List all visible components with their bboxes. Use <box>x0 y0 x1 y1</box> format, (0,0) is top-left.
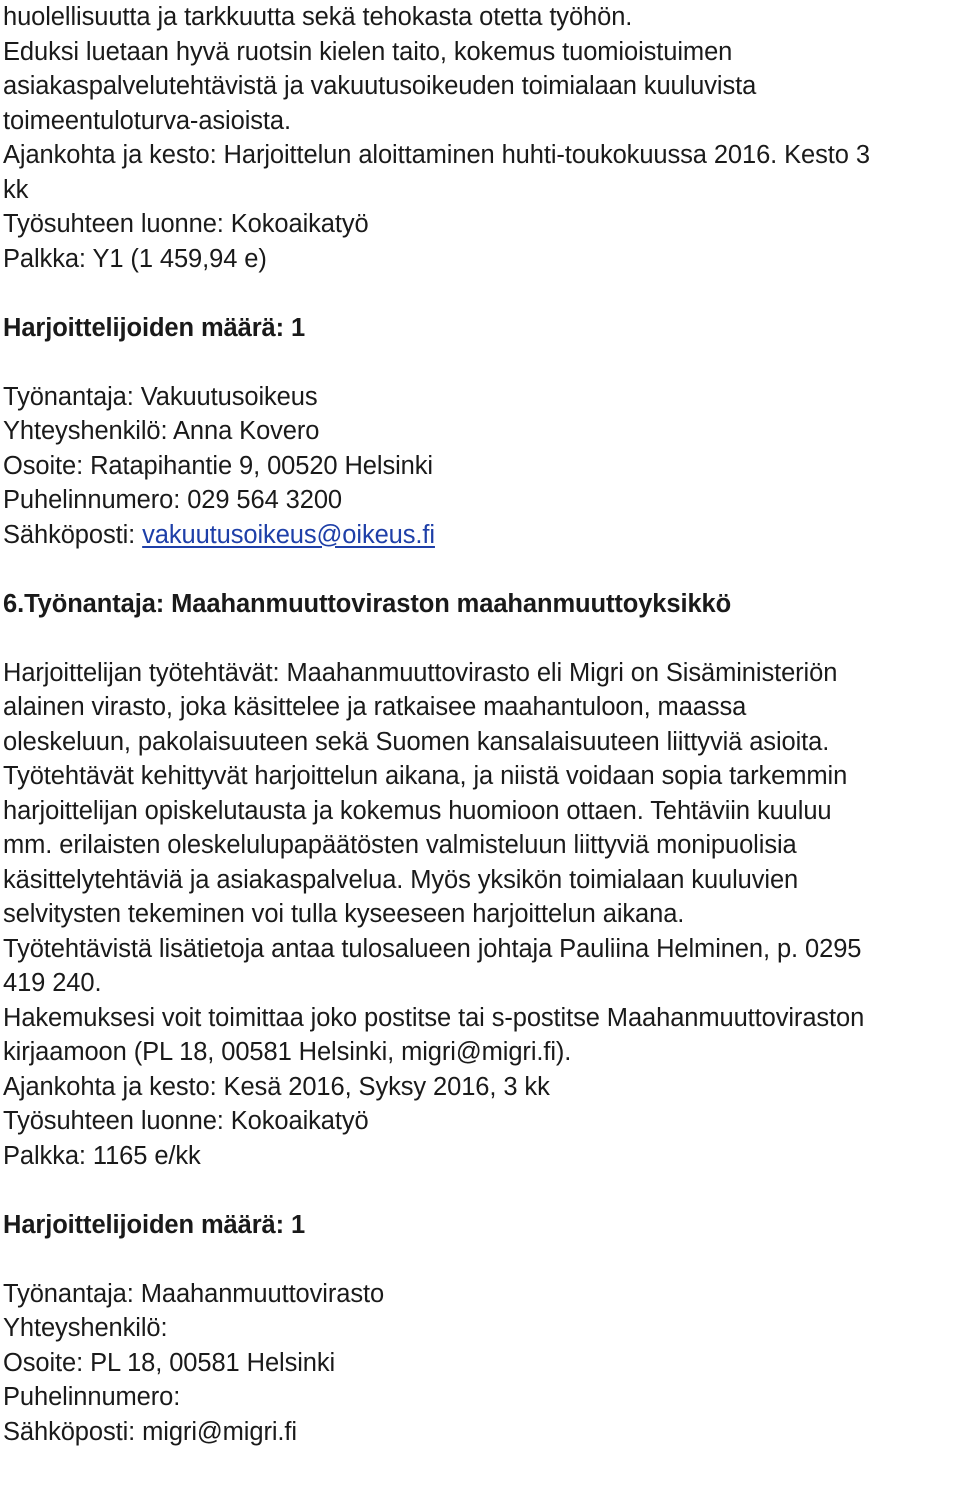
contact-person: Yhteyshenkilö: <box>3 1314 168 1342</box>
phone: Puhelinnumero: <box>3 1383 181 1411</box>
document-page <box>3 0 955 1449</box>
email-line: Sähköposti: migri@migri.fi <box>3 1417 297 1446</box>
spacer <box>3 1242 955 1277</box>
duration-line-cont: kk <box>3 175 29 204</box>
phone: Puhelinnumero: 029 564 3200 <box>3 486 342 514</box>
duration-line: Ajankohta ja kesto: Kesä 2016, Syksy 2016, 3 kk <box>3 1072 550 1101</box>
employment-type: Työsuhteen luonne: Kokoaikatyö <box>3 210 369 238</box>
contact-person: Yhteyshenkilö: Anna Kovero <box>3 417 320 445</box>
section-5-intro <box>3 0 955 276</box>
text-line: 419 240. <box>3 969 102 997</box>
salary: Palkka: 1165 e/kk <box>3 1141 201 1170</box>
address: Osoite: Ratapihantie 9, 00520 Helsinki <box>3 451 433 480</box>
text-line: toimeentuloturva-asioista. <box>3 106 291 135</box>
section-6-body <box>3 656 955 1174</box>
text-line: huolellisuutta ja tarkkuutta sekä tehokasta otetta työhön. <box>3 3 633 31</box>
text-line: asiakaspalvelutehtävistä ja vakuutusoikeuden toimialaan kuuluvista <box>3 72 757 100</box>
email-label: Sähköposti: <box>3 520 143 549</box>
text-line: Harjoittelijan työtehtävät: Maahanmuuttovirasto eli Migri on Sisäministeriön <box>3 658 838 687</box>
text-line: Työtehtävistä lisätietoja antaa tulosalueen johtaja Pauliina Helminen, p. 0295 <box>3 934 862 963</box>
email-link[interactable]: vakuutusoikeus@oikeus.fi <box>142 520 435 549</box>
email-line <box>3 518 955 553</box>
spacer <box>3 345 955 380</box>
section-5-contact <box>3 380 955 553</box>
employer: Työnantaja: Maahanmuuttovirasto <box>3 1279 385 1308</box>
text-line: Eduksi luetaan hyvä ruotsin kielen taito, kokemus tuomioistuimen <box>3 37 733 66</box>
salary: Palkka: Y1 (1 459,94 e) <box>3 244 267 273</box>
employment-type: Työsuhteen luonne: Kokoaikatyö <box>3 1107 369 1135</box>
section-6-contact <box>3 1277 955 1450</box>
trainee-count-heading: Harjoittelijoiden määrä: 1 <box>3 313 306 342</box>
text-line: harjoittelijan opiskelutausta ja kokemus huomioon ottaen. Tehtäviin kuuluu <box>3 796 832 825</box>
text-line: oleskeluun, pakolaisuuteen sekä Suomen kansalaisuuteen liittyviä asioita. <box>3 727 830 756</box>
spacer <box>3 552 955 587</box>
spacer <box>3 1173 955 1208</box>
text-line: mm. erilaisten oleskelulupapäätösten valmisteluun liittyviä monipuolisia <box>3 831 797 859</box>
text-line: Työtehtävät kehittyvät harjoittelun aikana, ja niistä voidaan sopia tarkemmin <box>3 762 848 790</box>
text-line: selvitysten tekeminen voi tulla kyseeseen harjoittelun aikana. <box>3 900 685 928</box>
text-line: Hakemuksesi voit toimittaa joko postitse tai s-postitse Maahanmuuttoviraston <box>3 1003 865 1032</box>
text-line: käsittelytehtäviä ja asiakaspalvelua. Myös yksikön toimialaan kuuluvien <box>3 865 799 894</box>
trainee-count-heading: Harjoittelijoiden määrä: 1 <box>3 1210 306 1239</box>
text-line: alainen virasto, joka käsittelee ja ratkaisee maahantuloon, maassa <box>3 693 747 721</box>
duration-line: Ajankohta ja kesto: Harjoittelun aloittaminen huhti-toukokuussa 2016. Kesto 3 <box>3 141 870 169</box>
employer: Työnantaja: Vakuutusoikeus <box>3 382 318 411</box>
address: Osoite: PL 18, 00581 Helsinki <box>3 1348 336 1377</box>
spacer <box>3 276 955 311</box>
text-line: kirjaamoon (PL 18, 00581 Helsinki, migri@migri.fi). <box>3 1038 572 1066</box>
spacer <box>3 621 955 656</box>
section-6-heading: 6.Työnantaja: Maahanmuuttoviraston maahanmuuttoyksikkö <box>3 589 732 618</box>
